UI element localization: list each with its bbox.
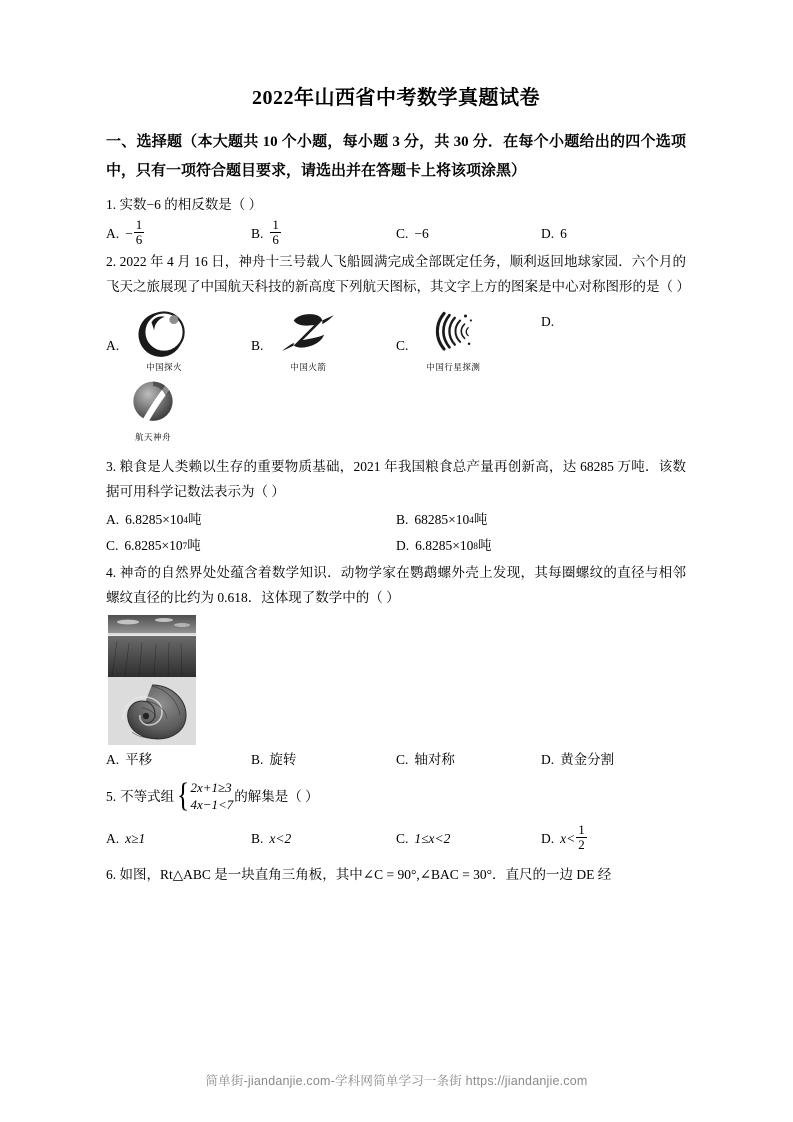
fraction — [134, 218, 145, 247]
option-label: C. — [396, 830, 409, 846]
option-label: D. — [541, 313, 555, 329]
option-figure — [269, 308, 347, 376]
footer-watermark: 简单街-jiandanjie.com-学科网简单学习一条街 https://jiandanjie.com — [205, 1074, 588, 1088]
question-6 — [106, 863, 686, 888]
brace-icon: { — [177, 777, 190, 815]
option-figure — [125, 308, 203, 376]
option-label: C. — [396, 225, 409, 241]
question-5-option-d[interactable] — [541, 824, 686, 853]
page-content — [106, 84, 690, 890]
question-4 — [106, 561, 686, 773]
mantissa: 6.8285×10 — [415, 537, 474, 553]
option-label: D. — [541, 751, 555, 767]
fraction-numerator: 1 — [135, 217, 143, 233]
option-label: A. — [106, 225, 120, 241]
question-5-option-b[interactable] — [251, 824, 396, 853]
nautilus-shell-photo — [108, 677, 196, 745]
china-planetary-exploration-logo-icon — [426, 308, 480, 358]
question-5-suffix: 的解集是（ ） — [234, 788, 319, 804]
option-label: B. — [396, 512, 409, 528]
option-text: x< — [560, 830, 576, 846]
fraction — [576, 823, 587, 852]
question-5-option-a[interactable] — [106, 824, 251, 853]
option-value: −6 — [414, 225, 429, 241]
question-4-number: 4. — [106, 564, 117, 580]
question-6-text: 如图，Rt△ABC 是一块直角三角板，其中∠C = 90°,∠BAC = 30°．直尺的一边 DE 经 — [119, 867, 612, 883]
option-label: D. — [396, 537, 410, 553]
question-5-number: 5. — [106, 788, 117, 804]
question-4-option-a[interactable] — [106, 747, 251, 773]
option-d-cell — [106, 378, 251, 446]
question-1-option-b[interactable] — [251, 219, 396, 248]
fraction-denominator: 6 — [135, 232, 143, 248]
fraction-numerator: 1 — [272, 217, 279, 233]
question-1-option-a[interactable] — [106, 219, 251, 248]
question-4-text: 神奇的自然界处处蕴含着数学知识．动物学家在鹦鹉螺外壳上发现，其每圈螺纹的直径与相邻螺纹直径的比约为 0.618．这体现了数学中的（ ） — [106, 564, 687, 605]
question-5 — [106, 777, 686, 853]
question-3 — [106, 455, 686, 558]
question-3-text: 粮食是人类赖以生存的重要物质基础，2021 年我国粮食总产量再创新高，达 68285 万吨．该数据可用科学记数法表示为（ ） — [106, 459, 687, 500]
unit: 吨 — [187, 512, 202, 528]
option-value: x≥1 — [125, 830, 146, 846]
option-label: A. — [106, 751, 120, 767]
option-label: B. — [251, 751, 264, 767]
option-label: A. — [106, 830, 120, 846]
question-2-stem — [106, 250, 690, 300]
option-value — [125, 219, 145, 248]
option-value: 1≤x<2 — [414, 830, 451, 846]
question-4-options — [106, 747, 686, 773]
system-rows — [190, 779, 233, 813]
option-value: 6.8285×10 4 吨 — [125, 507, 201, 533]
inequality-system — [175, 779, 233, 813]
mantissa: 6.8285×10 — [125, 512, 184, 528]
question-3-stem — [106, 455, 686, 505]
question-2-number: 2. — [106, 254, 117, 269]
minus-sign: − — [125, 225, 133, 241]
page-title: 2022年山西省中考数学真题试卷 — [252, 87, 540, 109]
fraction-denominator: 2 — [578, 837, 585, 853]
landscape-photo — [108, 615, 196, 677]
question-1-number: 1. — [106, 196, 117, 212]
question-2-options — [106, 308, 686, 376]
shenzhou-spacecraft-logo-icon — [126, 378, 180, 428]
question-2-option-d[interactable] — [106, 378, 686, 446]
option-label: C. — [396, 337, 409, 353]
question-1 — [106, 193, 686, 249]
question-3-option-a[interactable] — [106, 507, 396, 533]
question-5-options — [106, 824, 686, 853]
question-3-option-c[interactable] — [106, 533, 396, 559]
unit: 吨 — [473, 512, 488, 528]
question-2-option-c[interactable] — [396, 308, 541, 376]
option-label: D. — [541, 225, 555, 241]
option-value: 平移 — [125, 751, 153, 767]
option-caption: 中国行星探测 — [426, 361, 481, 372]
option-value: x<2 — [269, 830, 292, 846]
option-caption: 中国探火 — [146, 361, 183, 372]
option-figure — [114, 378, 192, 446]
question-3-number: 3. — [106, 459, 117, 475]
china-rocket-logo-icon — [281, 308, 335, 358]
question-5-prefix: 不等式组 — [120, 788, 175, 804]
question-1-stem — [106, 193, 686, 218]
question-4-option-c[interactable] — [396, 747, 541, 773]
option-value: 6.8285×10 8 吨 — [415, 533, 491, 559]
option-value: 6 — [560, 225, 567, 241]
question-2-option-a[interactable] — [106, 308, 251, 376]
unit: 吨 — [477, 537, 492, 553]
question-5-option-c[interactable] — [396, 824, 541, 853]
option-value: 旋转 — [269, 751, 297, 767]
option-label: A. — [106, 512, 120, 528]
question-2-option-d-label[interactable] — [541, 308, 686, 335]
question-2 — [106, 250, 690, 445]
option-caption: 中国火箭 — [290, 361, 327, 372]
question-4-option-d[interactable] — [541, 747, 686, 773]
system-row-2: 4x−1<7 — [190, 797, 234, 813]
option-label: B. — [251, 830, 264, 846]
question-6-number: 6. — [106, 867, 117, 883]
question-3-option-b[interactable] — [396, 507, 686, 533]
unit: 吨 — [187, 537, 201, 553]
question-3-option-d[interactable] — [396, 533, 686, 559]
question-3-options — [106, 507, 686, 558]
question-5-stem — [106, 777, 686, 815]
question-4-option-b[interactable] — [251, 747, 396, 773]
option-value — [560, 824, 588, 853]
option-label: B. — [251, 225, 264, 241]
option-label: C. — [396, 751, 409, 767]
option-value: 68285×10 4 吨 — [414, 507, 487, 533]
section-heading: 一、选择题（本大题共 10 个小题，每小题 3 分，共 30 分．在每个小题给出的四个选项中，只有一项符合题目要求，请选出并在答题卡上将该项涂黑） — [106, 134, 686, 180]
question-4-stem — [106, 561, 686, 611]
question-1-options — [106, 219, 686, 248]
option-value: 6.8285×10 7 吨 — [124, 533, 200, 559]
system-row-1: 2x+1≥3 — [190, 780, 232, 796]
fraction-numerator: 1 — [578, 822, 585, 838]
option-label: B. — [251, 337, 264, 353]
china-mars-exploration-logo-icon — [137, 308, 191, 358]
option-figure — [414, 308, 492, 376]
question-2-option-b[interactable] — [251, 308, 396, 376]
question-1-text: 实数−6 的相反数是（ ） — [119, 196, 263, 212]
question-6-stem — [106, 863, 686, 888]
option-label: D. — [541, 830, 555, 846]
option-value: 黄金分割 — [560, 751, 615, 767]
question-4-figures — [108, 615, 196, 745]
fraction-denominator: 6 — [272, 232, 279, 248]
question-2-text: 2022 年 4 月 16 日，神舟十三号载人飞船圆满完成全部既定任务，顺利返回地球家园．六个月的飞天之旅展现了中国航天科技的新高度下列航天图标，其文字上方的图案是中心对称图形的是（ ） — [106, 254, 690, 294]
option-value: 轴对称 — [414, 751, 455, 767]
option-label: C. — [106, 537, 119, 553]
option-caption: 航天神舟 — [134, 431, 171, 442]
fraction — [270, 218, 281, 247]
option-label: A. — [106, 337, 120, 353]
option-value — [269, 219, 282, 248]
question-1-option-c[interactable] — [396, 219, 541, 248]
mantissa: 6.8285×10 — [124, 537, 183, 553]
mantissa: 68285×10 — [414, 512, 470, 528]
question-1-option-d[interactable] — [541, 219, 686, 248]
